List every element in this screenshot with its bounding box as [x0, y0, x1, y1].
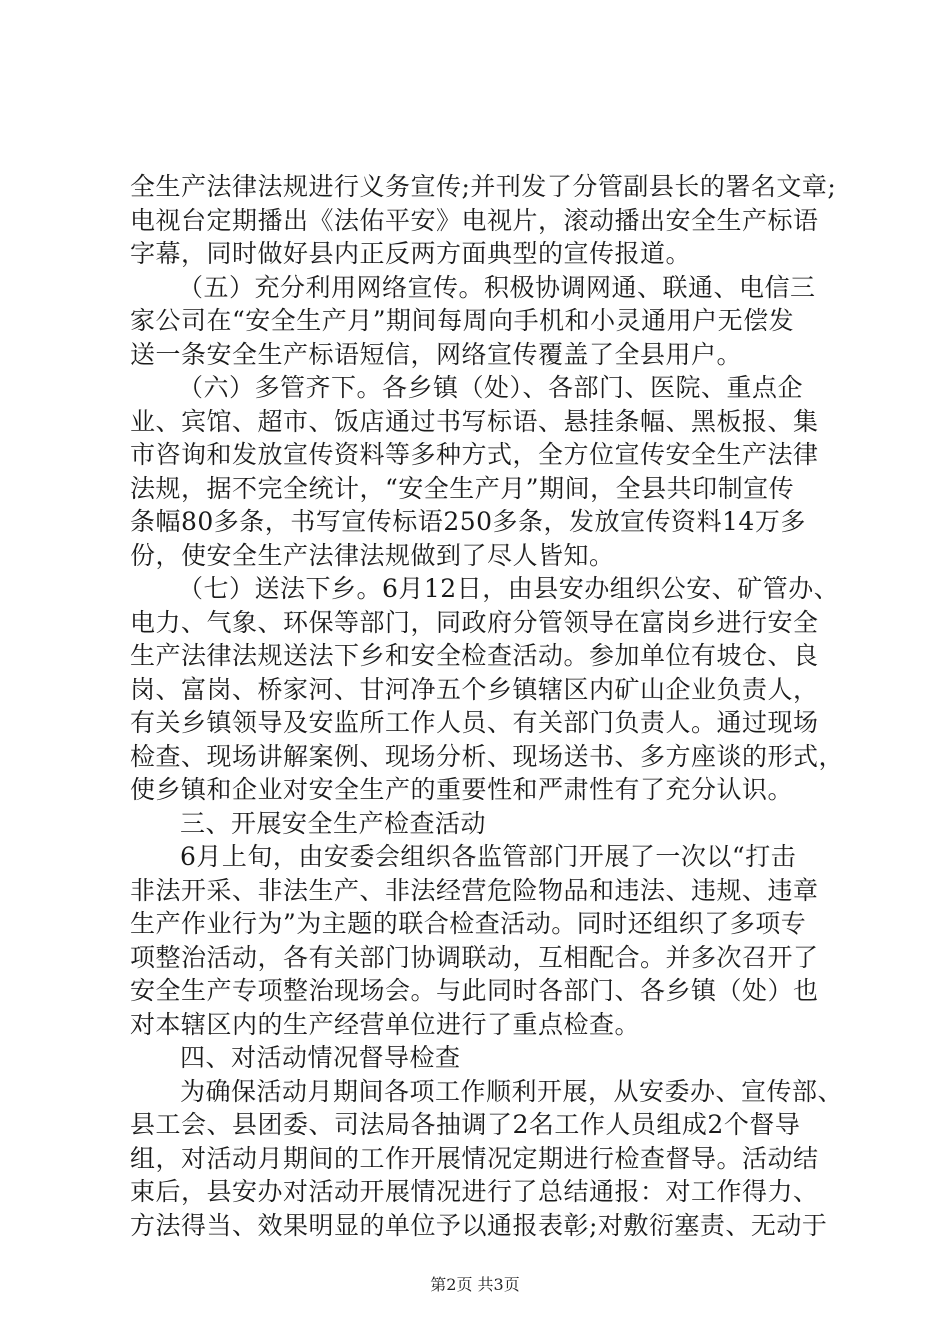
- text-line: 生产法律法规送法下乡和安全检查活动。参加单位有坡仓、良: [130, 641, 819, 670]
- text-line: （七）送法下乡。6月12日，由县安办组织公安、矿管办、: [178, 574, 840, 603]
- text-line: 份，使安全生产法律法规做到了尽人皆知。: [130, 540, 615, 570]
- text-line: 电视台定期播出《法佑平安》电视片，滚动播出安全生产标语: [130, 205, 819, 235]
- text-line: 家公司在“安全生产月”期间每周向手机和小灵通用户无偿发: [130, 306, 795, 335]
- section-heading: 四、对活动情况督导检查: [180, 1043, 461, 1072]
- text-line: 束后，县安办对活动开展情况进行了总结通报：对工作得力、: [130, 1177, 819, 1206]
- text-line: 电力、气象、环保等部门，同政府分管领导在富岗乡进行安全: [130, 607, 819, 637]
- text-line: 县工会、县团委、司法局各抽调了2名工作人员组成2个督导: [130, 1110, 801, 1139]
- body-text: [130, 170, 845, 1242]
- text-line: 字幕，同时做好县内正反两方面典型的宣传报道。: [130, 239, 692, 268]
- text-line: 法规，据不完全统计，“安全生产月”期间，全县共印制宣传: [130, 473, 795, 503]
- text-line: 使乡镇和企业对安全生产的重要性和严肃性有了充分认识。: [130, 775, 794, 804]
- text-line: 项整治活动，各有关部门协调联动，互相配合。并多次召开了: [130, 942, 819, 972]
- text-line: 非法开采、非法生产、非法经营危险物品和违法、违规、违章: [130, 875, 819, 905]
- text-line: 送一条安全生产标语短信，网络宣传覆盖了全县用户。: [130, 339, 743, 369]
- text-line: 条幅80多条，书写宣传标语250多条，发放宣传资料14万多: [130, 507, 806, 536]
- page-number-label: 第2页 共3页: [430, 1275, 520, 1294]
- text-line: 检查、现场讲解案例、现场分析、现场送书、多方座谈的形式，: [130, 741, 845, 771]
- text-line: 6月上旬，由安委会组织各监管部门开展了一次以“打击: [180, 842, 797, 871]
- text-line: 全生产法律法规进行义务宣传;并刊发了分管副县长的署名文章;: [130, 172, 837, 201]
- text-line: 方法得当、效果明显的单位予以通报表彰;对敷衍塞责、无动于: [130, 1210, 828, 1240]
- text-line: 组，对活动月期间的工作开展情况定期进行检查督导。活动结: [130, 1143, 819, 1173]
- text-line: 生产作业行为”为主题的联合检查活动。同时还组织了多项专: [130, 909, 807, 938]
- page-footer: [0, 1275, 950, 1295]
- section-heading: 三、开展安全生产检查活动: [180, 808, 487, 838]
- text-line: 业、宾馆、超市、饭店通过书写标语、悬挂条幅、黑板报、集: [130, 406, 819, 436]
- text-line: 市咨询和发放宣传资料等多种方式，全方位宣传安全生产法律: [130, 440, 819, 469]
- text-line: （五）充分利用网络宣传。积极协调网通、联通、电信三: [178, 272, 816, 302]
- text-line: 为确保活动月期间各项工作顺利开展，从安委办、宣传部、: [180, 1076, 844, 1106]
- text-line: 安全生产专项整治现场会。与此同时各部门、各乡镇（处）也: [130, 976, 819, 1005]
- text-line: 对本辖区内的生产经营单位进行了重点检查。: [130, 1009, 641, 1039]
- text-line: 岗、富岗、桥家河、甘河净五个乡镇辖区内矿山企业负责人，: [130, 674, 819, 704]
- text-line: （六）多管齐下。各乡镇（处）、各部门、医院、重点企: [178, 373, 804, 402]
- text-line: 有关乡镇领导及安监所工作人员、有关部门负责人。通过现场: [130, 708, 819, 737]
